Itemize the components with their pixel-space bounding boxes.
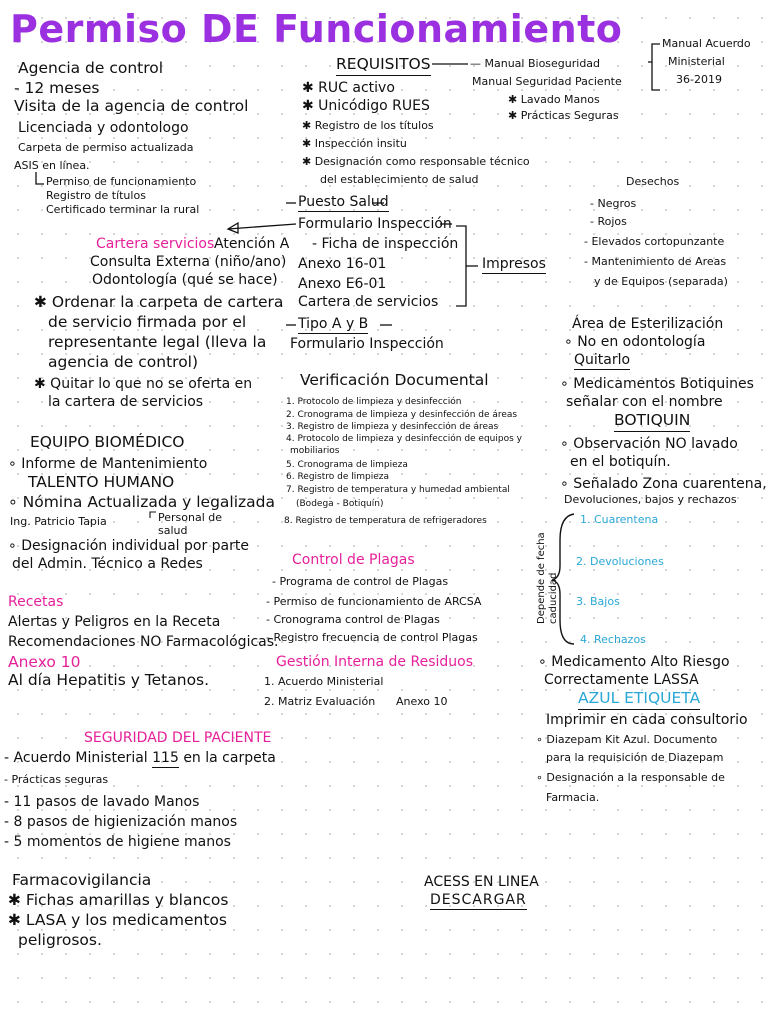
nomina-text: ∘ Nómina Actualizada y legalizada (8, 493, 275, 511)
tipo-a-b: Tipo A y B (298, 316, 368, 334)
quitarlo-label: Quitarlo (574, 352, 630, 370)
lasa-line1: ✱ LASA y los medicamentos (8, 911, 227, 929)
plagas-item-4: - Registro frecuencia de control Plagas (266, 631, 478, 644)
personal-bracket (150, 512, 156, 518)
unicodigo: ✱ Unicódigo RUES (302, 98, 430, 114)
desechos-heading: Desechos (626, 175, 680, 188)
manual-bioseguridad: — Manual Bioseguridad (470, 57, 601, 70)
azul-etiqueta: AZUL ETIQUETA (578, 690, 700, 710)
meses-text: - 12 meses (14, 79, 100, 97)
anexo-16: Anexo 16-01 (298, 256, 387, 272)
senalado-line2: Devoluciones, bajos y rechazos (564, 493, 737, 506)
registro-titulos: ✱ Registro de los títulos (302, 119, 434, 132)
verificacion-item-4: 4. Protocolo de limpieza y desinfección de equipos y (286, 434, 522, 444)
seguridad-paciente-heading: SEGURIDAD DEL PACIENTE (84, 730, 272, 746)
diazepam-line1: ∘ Diazepam Kit Azul. Documento (536, 733, 718, 746)
recomendaciones-text: Recomendaciones NO Farmacológicas. (8, 634, 279, 650)
asis-heading: ASIS en línea. (14, 159, 90, 172)
verificacion-item-8: 8. Registro de temperatura de refrigeradores (284, 516, 487, 526)
verificacion-item-6: 6. Registro de limpieza (286, 472, 390, 482)
verificacion-item-5: 5. Cronograma de limpieza (286, 460, 408, 470)
ficha-inspeccion: - Ficha de inspección (312, 236, 459, 252)
acuerdo-label: - Acuerdo Ministerial (4, 750, 148, 766)
plagas-item-3: - Cronograma control de Plagas (266, 613, 440, 626)
designacion-farmacia-line1: ∘ Designación a la responsable de (536, 771, 725, 784)
aldia-text: Al día Hepatitis y Tetanos. (8, 671, 210, 689)
zona-cuarentena: 1. Cuarentena (580, 513, 659, 526)
esterilizacion-heading: Área de Esterilización (572, 316, 724, 332)
formulario-inspeccion-2: Formulario Inspección (290, 336, 444, 352)
ordenar-carpeta-line1: ✱ Ordenar la carpeta de cartera (34, 293, 284, 311)
anexo-e6: Anexo E6-01 (298, 276, 387, 292)
practicas-seguras: - Prácticas seguras (4, 773, 109, 786)
acess-en-linea: ACESS EN LINEA (424, 874, 539, 890)
manual-seguridad-paciente: Manual Seguridad Paciente (472, 75, 622, 88)
cartera-servicios-label: Cartera servicios (96, 236, 215, 252)
pasos-8: - 8 pasos de higienización manos (4, 814, 238, 830)
verificacion-documental: Verificación Documental (300, 371, 489, 389)
observacion-line2: en el botiquín. (570, 454, 671, 470)
designacion-line1: ∘ Designación individual por parte (8, 538, 249, 554)
visita-text: Visita de la agencia de control (14, 97, 249, 115)
gestion-residuos-heading: Gestión Interna de Residuos (276, 654, 474, 670)
verificacion-item-7b: (Bodega - Botiquín) (296, 499, 384, 509)
lasa-line2: peligrosos. (18, 931, 102, 949)
plagas-item-2: - Permiso de funcionamiento de ARCSA (266, 595, 482, 608)
medicamentos-botiquines: ∘ Medicamentos Botiquines (560, 376, 754, 392)
carpeta-text: Carpeta de permiso actualizada (18, 141, 194, 154)
requisitos-heading: REQUISITOS (336, 56, 431, 76)
imprimir-consultorio: Imprimir en cada consultorio (546, 712, 748, 728)
desechos-negros: - Negros (590, 197, 637, 210)
medicamento-alto-riesgo: ∘ Medicamento Alto Riesgo (538, 654, 730, 670)
licenciada-text: Licenciada y odontologo (18, 120, 189, 136)
no-odontologia: ∘ No en odontología (564, 334, 706, 350)
senalar-nombre: señalar con el nombre (566, 394, 723, 410)
lavado-manos: ✱ Lavado Manos (508, 93, 600, 106)
senalado-line1: ∘ Señalado Zona cuarentena, (560, 476, 767, 492)
diazepam-line2: para la requisición de Diazepam (546, 751, 724, 764)
ruc-activo: ✱ RUC activo (302, 80, 395, 96)
verificacion-item-2: 2. Cronograma de limpieza y desinfección de áreas (286, 410, 518, 420)
observacion-line1: ∘ Observación NO lavado (560, 436, 738, 452)
anexo10-label: Anexo 10 (8, 653, 81, 671)
verificacion-item-1: 1. Protocolo de limpieza y desinfección (286, 397, 462, 407)
quitar-line2: la cartera de servicios (48, 394, 204, 410)
puesto-salud: Puesto Salud (298, 194, 389, 212)
pasos-11: - 11 pasos de lavado Manos (4, 794, 200, 810)
desechos-mantenimiento: - Mantenimiento de Areas (584, 255, 727, 268)
desechos-equipos: y de Equipos (separada) (594, 275, 728, 288)
control-plagas-heading: Control de Plagas (292, 552, 415, 568)
ing-patricio: Ing. Patricio Tapia (10, 515, 107, 528)
ordenar-carpeta-line2: de servicio firmada por el (48, 313, 247, 331)
manual-bracket (648, 44, 660, 62)
residuos-item-2-anexo: Anexo 10 (396, 695, 448, 708)
odontologia-text: Odontología (qué se hace) (92, 272, 278, 288)
alertas-text: Alertas y Peligros en la Receta (8, 614, 221, 630)
talento-humano-heading: TALENTO HUMANO (28, 473, 175, 491)
asis-item-permiso: Permiso de funcionamiento (46, 175, 197, 188)
manual-bracket-low (652, 62, 660, 90)
inspeccion-insitu: ✱ Inspección insitu (302, 137, 407, 150)
cartera-de-servicios: Cartera de servicios (298, 294, 439, 310)
atencion-text: Atención A (214, 236, 290, 252)
zona-devoluciones: 2. Devoluciones (576, 555, 664, 568)
designacion-line2: del Admin. Técnico a Redes (12, 556, 203, 572)
fichas-text: ✱ Fichas amarillas y blancos (8, 891, 229, 909)
recetas-heading: Recetas (8, 594, 64, 610)
personal-salud: Personal de salud (158, 511, 223, 537)
residuos-item-2: 2. Matriz Evaluación (264, 695, 376, 708)
zona-bajos: 3. Bajos (576, 595, 620, 608)
descargar-label: DESCARGAR (430, 892, 527, 910)
desechos-elevados: - Elevados cortopunzante (584, 235, 725, 248)
equipo-biomedico-heading: EQUIPO BIOMÉDICO (30, 433, 185, 451)
depende-fecha-caducidad: Depende de fecha caducidad (536, 532, 559, 624)
asis-item-registro: Registro de títulos (46, 189, 146, 202)
formulario-inspeccion: Formulario Inspección (298, 216, 452, 232)
verificacion-item-4b: mobiliarios (290, 446, 340, 456)
verificacion-item-3: 3. Registro de limpieza y desinfección de áreas (286, 422, 499, 432)
designacion-tecnico-line2: del establecimiento de salud (320, 173, 479, 186)
practicas-seguras-right: ✱ Prácticas Seguras (508, 109, 619, 122)
quitar-line1: ✱ Quitar lo que no se oferta en (34, 376, 253, 392)
consulta-externa-text: Consulta Externa (niño/ano) (90, 254, 287, 270)
ordenar-carpeta-line4: agencia de control) (48, 353, 199, 371)
page-title: Permiso DE Funcionamiento (10, 7, 623, 51)
ordenar-carpeta-line3: representante legal (lleva la (48, 333, 267, 351)
correctamente-lassa: Correctamente LASSA (544, 672, 699, 688)
botiquin-label: BOTIQUIN (614, 412, 690, 432)
zona-rechazos: 4. Rechazos (580, 633, 646, 646)
farmacovigilancia-heading: Farmacovigilancia (12, 871, 152, 889)
manual-acuerdo-line1: Manual Acuerdo (662, 37, 751, 50)
asis-bracket (36, 172, 44, 184)
plagas-item-1: - Programa de control de Plagas (272, 575, 449, 588)
acuerdo-number: 115 (152, 750, 179, 766)
manual-acuerdo-line2: Ministerial (668, 55, 725, 68)
impresos-label: Impresos (482, 256, 546, 274)
manual-acuerdo-line3: 36-2019 (676, 73, 722, 86)
asis-item-certificado: Certificado terminar la rural (46, 203, 200, 216)
informe-mantenimiento: ∘ Informe de Mantenimiento (8, 456, 208, 472)
agencia-heading: Agencia de control (18, 59, 164, 77)
residuos-item-1: 1. Acuerdo Ministerial (264, 675, 384, 688)
designacion-farmacia-line2: Farmacia. (546, 791, 600, 804)
verificacion-item-7: 7. Registro de temperatura y humedad ambiental (286, 485, 510, 495)
acuerdo-ministerial (4, 750, 276, 766)
momentos-5: - 5 momentos de higiene manos (4, 834, 231, 850)
acuerdo-carpeta: en la carpeta (183, 750, 276, 766)
desechos-rojos: - Rojos (590, 215, 627, 228)
designacion-tecnico-line1: ✱ Designación como responsable técnico (302, 155, 530, 168)
